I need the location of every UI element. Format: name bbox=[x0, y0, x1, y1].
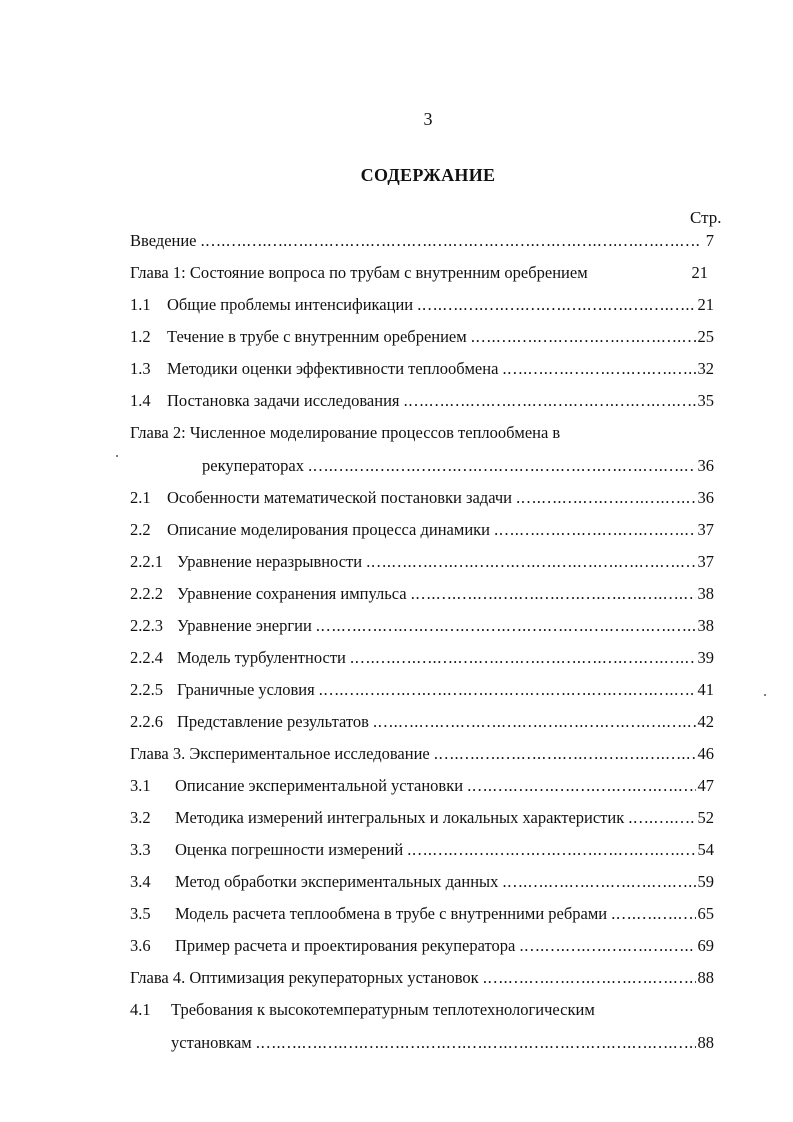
toc-entry-number: 3.2 bbox=[130, 808, 151, 827]
toc-entry-chapter-2 bbox=[130, 422, 714, 444]
toc-entry-page: 59 bbox=[697, 872, 714, 891]
toc-entry-text: Глава 2: Численное моделирование процессов теплообмена в bbox=[130, 423, 561, 442]
toc-entry-page: 25 bbox=[697, 327, 714, 346]
toc-entry bbox=[130, 583, 714, 605]
toc-entry-text: Глава 1: Состояние вопроса по трубам с внутренним оребрением bbox=[130, 263, 588, 282]
page-number: 3 bbox=[423, 109, 433, 129]
toc-entry bbox=[130, 519, 714, 541]
toc-entry bbox=[130, 294, 714, 316]
toc-entry-text: Пример расчета и проектирования рекуператора .….….….….….….….….….….….….….….….….….….….….….….….….….….….….….….….….….….….….….….….….….….….….….….….….….….….….….….….….….….….….….….….….….….….….….….….….….….….….….… bbox=[175, 935, 714, 957]
toc-entry-chapter-2-cont bbox=[130, 455, 714, 477]
toc-entry-text: Введение .….….….….….….….….….….….….….….….….….….….….….….….….….….….….….….….….….….….….….….….….….….….….….….….….….….….….….….….….….….….….….….….….….….….….….….….….….….….….….… bbox=[130, 230, 700, 252]
toc-entry-text: Уравнение сохранения импульса .….….….….….….….….….….….….….….….….….….….….….….….….….….….….….….….….….….….….….….….….….….….….….….….….….….….….….….….….….….….….….….….….….….….….….….….….….….….….….… bbox=[177, 583, 714, 605]
toc-entry-page: 88 bbox=[697, 1033, 714, 1052]
page-title: СОДЕРЖАНИЕ bbox=[360, 165, 496, 185]
toc-entry-page: 35 bbox=[697, 391, 714, 410]
scan-speck bbox=[764, 694, 766, 696]
toc-entry-text: установкам .….….….….….….….….….….….….….….….….….….….….….….….….….….….….….….….….….….….….….….….….….….….….….….….….….….….….….….….….….….….….….….….….….….….….….….….….….….….….….… bbox=[171, 1032, 714, 1054]
toc-entry-page: 41 bbox=[697, 680, 714, 699]
toc-entry-text: Граничные условия .….….….….….….….….….….….….….….….….….….….….….….….….….….….….….….….….….….….….….….….….….….….….….….….….….….….….….….….….….….….….….….….….….….….….….….….….….….….….….… bbox=[177, 679, 714, 701]
toc-entry-number: 2.2.3 bbox=[130, 616, 163, 635]
toc-entry-page: 36 bbox=[697, 456, 714, 475]
toc-entry bbox=[130, 326, 714, 348]
toc-entry-number: 3.1 bbox=[130, 776, 151, 795]
toc-entry-number: 2.2 bbox=[130, 520, 151, 539]
toc-entry-number: 4.1 bbox=[130, 1000, 151, 1019]
toc-entry-text: Глава 4. Оптимизация рекуператорных установок .….….….….….….….….….….….….….….….….….….….….….….….….….….….….….….….….….….….….….….….….….….….….….….….….….….….….….….….….….….….….….….….….….….….….….….….….….….….….….… bbox=[130, 967, 714, 989]
toc-entry-page: 37 bbox=[697, 520, 714, 539]
toc-entry-page: 47 bbox=[697, 776, 714, 795]
toc-entry-number: 3.6 bbox=[130, 936, 151, 955]
toc-entry-text: Общие проблемы интенсификации .….….….….….….….….….….….….….….….….….….….….….….….….….….….….….….….….….….….….….….….….….….….….….….….….….….….….….….….….….….….….….….….….….….….….….….….….….….….….….… bbox=[167, 294, 714, 316]
toc-entry-text: Глава 3. Экспериментальное исследование .….….….….….….….….….….….….….….….….….….….….….….….….….….….….….….….….….….….….….….….….….….….….….….….….….….….….….….….….….….….….….….….….….….….….….….….….….….….….….… bbox=[130, 743, 714, 765]
toc-entry-number: 1.2 bbox=[130, 327, 151, 346]
toc-entry-chapter-3 bbox=[130, 743, 714, 765]
scan-speck bbox=[116, 455, 118, 457]
toc-entry-page: 32 bbox=[697, 359, 714, 378]
toc-entry-intro bbox=[130, 230, 714, 252]
toc-entry bbox=[130, 935, 714, 957]
toc-entry bbox=[130, 999, 714, 1021]
toc-entry-text: Модель расчета теплообмена в трубе с внутренними ребрами .….….….….….….….….….….….….….….….….….….….….….….….….….….….….….….….….….….….….….….….….….….….….….….….….….….….….….….….….….….….….….….….….….….….….….….….….….….….….….… bbox=[175, 903, 714, 925]
toc-entry-chapter-1 bbox=[130, 262, 706, 284]
toc-entry-number: 2.1 bbox=[130, 488, 151, 507]
toc-entry-text: Методика измерений интегральных и локальных характеристик .….….….….….….….….….….….….….….….….….….….….….….….….….….….….….….….….….….….….….….….….….….….….….….….….….….….….….….….….….….….….….….….….….….….….….….….….….….….….….… bbox=[175, 807, 714, 829]
toc-entry bbox=[130, 551, 714, 573]
toc-entry bbox=[130, 679, 714, 701]
toc-entry-text: Метод обработки экспериментальных данных .….….….….….….….….….….….….….….….….….….….….….….….….….….….….….….….….….….….….….….….….….….….….….….….….….….….….….….….….….….….….….….….….….….….….….….….….….….….….….… bbox=[175, 871, 714, 893]
toc-entry bbox=[130, 871, 714, 893]
toc-entry bbox=[130, 358, 714, 380]
toc-entry-number: 2.2.4 bbox=[130, 648, 163, 667]
toc-entry bbox=[130, 903, 714, 925]
toc-entry-page: 21 bbox=[697, 295, 714, 314]
toc-entry-number: 1.3 bbox=[130, 359, 151, 378]
toc-entry-page: 38 bbox=[697, 584, 714, 603]
toc-entry-number: 2.2.1 bbox=[130, 552, 163, 571]
pages-column-label: Стр. bbox=[690, 208, 722, 227]
toc-entry-page: 42 bbox=[697, 712, 714, 731]
toc-entry-cont bbox=[130, 1032, 714, 1054]
toc-entry-text: Течение в трубе с внутренним оребрением .….….….….….….….….….….….….….….….….….….….….….….….….….….….….….….….….….….….….….….….….….….….….….….….….….….….….….….….….….….….….….….….….….….….….….….….….….….….….….… bbox=[167, 326, 714, 348]
toc-entry bbox=[130, 615, 714, 637]
toc-entry-text: Постановка задачи исследования .….….….….….….….….….….….….….….….….….….….….….….….….….….….….….….….….….….….….….….….….….….….….….….….….….….….….….….….….….….….….….….….….….….….….….….….….….….….….….… bbox=[167, 390, 714, 412]
toc-entry-page: 37 bbox=[697, 552, 714, 571]
toc-entry-page: 69 bbox=[697, 936, 714, 955]
toc-entry-text: Описание экспериментальной установки .….….….….….….….….….….….….….….….….….….….….….….….….….….….….….….….….….….….….….….….….….….….….….….….….….….….….….….….….….….….….….….….….….….….….….….….….….….….….….… bbox=[175, 775, 714, 797]
toc-entry-page: 7 bbox=[705, 231, 714, 250]
toc-entry-text: Представление результатов .….….….….….….….….….….….….….….….….….….….….….….….….….….….….….….….….….….….….….….….….….….….….….….….….….….….….….….….….….….….….….….….….….….….….….….….….….….….….….… bbox=[177, 711, 714, 733]
toc-entry-text: Уравнение энергии .….….….….….….….….….….….….….….….….….….….….….….….….….….….….….….….….….….….….….….….….….….….….….….….….….….….….….….….….….….….….….….….….….….….….….….….….….….….….….… bbox=[177, 615, 714, 637]
toc-entry bbox=[130, 487, 714, 509]
toc-entry-text: Уравнение неразрывности .….….….….….….….….….….….….….….….….….….….….….….….….….….….….….….….….….….….….….….….….….….….….….….….….….….….….….….….….….….….….….….….….….….….….….….….….….….….….….… bbox=[177, 551, 714, 573]
toc-entry-number: 3.4 bbox=[130, 872, 151, 891]
toc-entry-text: Описание моделирования процесса динамики .….….….….….….….….….….….….….….….….….….….….….….….….….….….….….….….….….….….….….….….….….….….….….….….….….….….….….….….….….….….….….….….….….….….….….….….….….….….….….… bbox=[167, 519, 714, 541]
toc-entry-page: 54 bbox=[697, 840, 714, 859]
toc-entry bbox=[130, 775, 714, 797]
toc-entry-page: 65 bbox=[697, 904, 714, 923]
toc-entry-number: 3.5 bbox=[130, 904, 151, 923]
toc-entry-text: Модель турбулентности .….….….….….….….….….….….….….….….….….….….….….….….….….….….….….….….….….….….….….….….….….….….….….….….….….….….….….….….….….….….….….….….….….….….….….….….….….….….….….… bbox=[177, 647, 714, 669]
toc-entry-text: Методики оценки эффективности теплообмена .….….….….….….….….….….….….….….….….….….….….….….….….….….….….….….….….….….….….….….….….….….….….….….….….….….….….….….….….….….….….….….….….….….….….….….….….….….….….….… bbox=[167, 358, 714, 380]
toc-entry-number: 2.2.5 bbox=[130, 680, 163, 699]
toc-entry-page: 21 bbox=[691, 263, 708, 282]
toc-entry-page: 46 bbox=[697, 744, 714, 763]
toc-entry-number: 2.2.2 bbox=[130, 584, 163, 603]
toc-entry-number: 2.2.6 bbox=[130, 712, 163, 731]
toc-entry-text: Требования к высокотемпературным теплотехнологическим bbox=[171, 1000, 595, 1019]
toc-entry-page: 39 bbox=[697, 648, 714, 667]
toc-entry-chapter-4 bbox=[130, 967, 714, 989]
toc-entry bbox=[130, 390, 714, 412]
toc-entry bbox=[130, 647, 714, 669]
toc-entry-number: 1.1 bbox=[130, 295, 151, 314]
toc-entry bbox=[130, 711, 714, 733]
toc-entry-text: Оценка погрешности измерений .….….….….….….….….….….….….….….….….….….….….….….….….….….….….….….….….….….….….….….….….….….….….….….….….….….….….….….….….….….….….….….….….….….….….….….….….….….….….….… bbox=[175, 839, 714, 861]
toc-entry-number: 1.4 bbox=[130, 391, 151, 410]
toc-entry-page: 38 bbox=[697, 616, 714, 635]
toc-entry-text: Особенности математической постановки задачи .….….….….….….….….….….….….….….….….….….….….….….….….….….….….….….….….….….….….….….….….….….….….….….….….….….….….….….….….….….….….….….….….….….….….….….….….….….….….….… bbox=[167, 487, 714, 509]
toc-entry bbox=[130, 839, 714, 861]
toc-entry-page: 52 bbox=[697, 808, 714, 827]
toc-entry bbox=[130, 807, 714, 829]
toc-entry-page: 88 bbox=[697, 968, 714, 987]
toc-entry-text: рекуператорах .….….….….….….….….….….….….….….….….….….….….….….….….….….….….….….….….….….….….….….….….….….….….….….….….….….….….….….….….….….….….….….….….….….….….….….….….….….….….….… bbox=[202, 455, 714, 477]
toc-entry-page: 36 bbox=[697, 488, 714, 507]
toc-entry-number: 3.3 bbox=[130, 840, 151, 859]
